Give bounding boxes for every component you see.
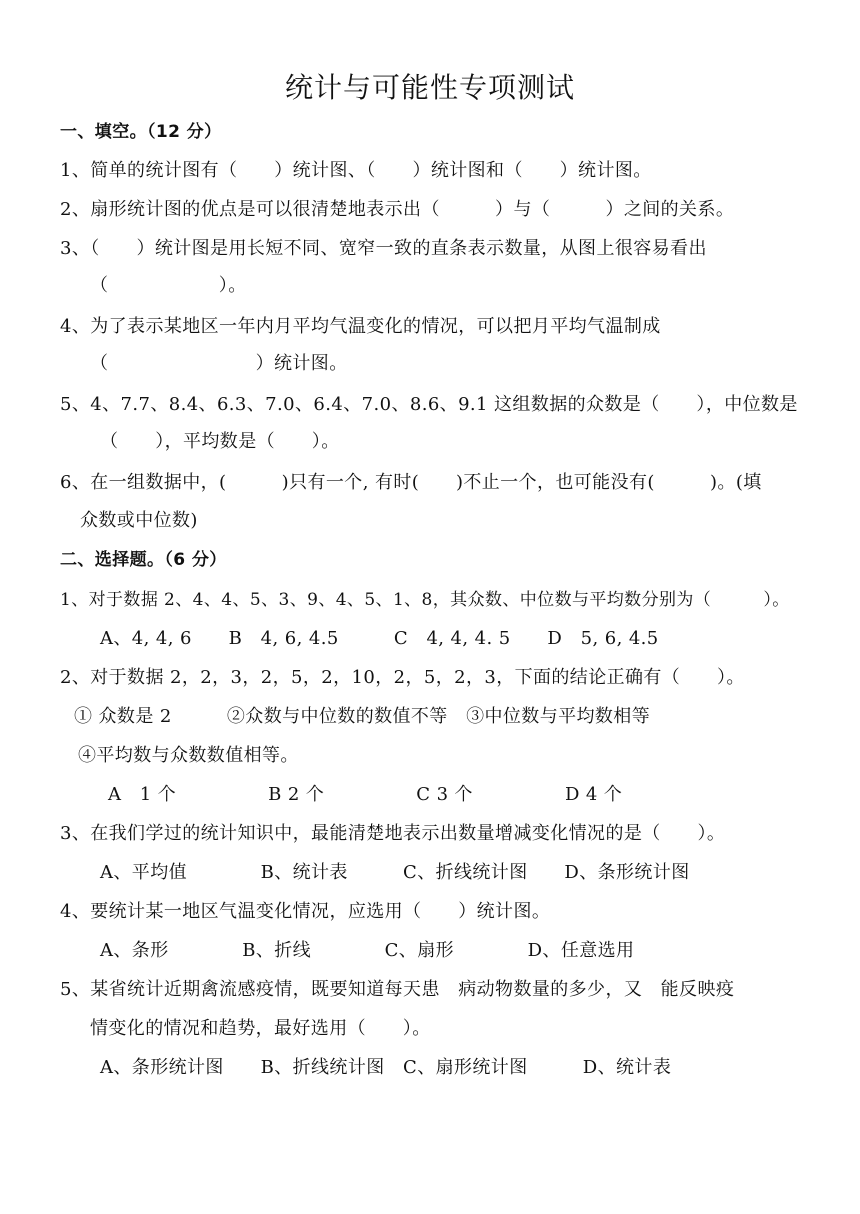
question-1-2: 2、扇形统计图的优点是可以很清楚地表示出（ ）与（ ）之间的关系。: [60, 199, 735, 220]
question-2-1-options: A、4, 4, 6 B 4, 6, 4.5 C 4, 4, 4. 5 D 5, 6, 4.5: [100, 628, 659, 649]
question-2-5-line2: 情变化的情况和趋势，最好选用（ ）。: [90, 1018, 431, 1039]
question-2-2-statements-line1: ① 众数是 2 ②众数与中位数的数值不等 ③中位数与平均数相等: [74, 706, 651, 727]
question-2-3: 3、在我们学过的统计知识中，最能清楚地表示出数量增减变化情况的是（ ）。: [60, 823, 726, 844]
question-1-4-line1: 4、为了表示某地区一年内月平均气温变化的情况，可以把月平均气温制成: [60, 316, 661, 337]
question-2-1: 1、对于数据 2、4、4、5、3、9、4、5、1、8，其众数、中位数与平均数分别为（ ）。: [60, 590, 790, 610]
question-1-3-line1: 3、（ ）统计图是用长短不同、宽窄一致的直条表示数量，从图上很容易看出: [60, 238, 707, 259]
question-1-6-line1: 6、在一组数据中，( )只有一个, 有时( )不止一个，也可能没有( )。(填: [60, 472, 762, 493]
question-2-5-options: A、条形统计图 B、折线统计图 C、扇形统计图 D、统计表: [100, 1057, 672, 1078]
question-2-4-options: A、条形 B、折线 C、扇形 D、任意选用: [100, 940, 635, 961]
question-2-2-options: A 1 个 B 2 个 C 3 个 D 4 个: [108, 784, 623, 805]
section-heading-fill-in: 一、填空。（12 分）: [60, 122, 222, 142]
page-title: 统计与可能性专项测试: [284, 71, 575, 104]
question-1-6-line2: 众数或中位数): [80, 510, 198, 531]
question-2-3-options: A、平均值 B、统计表 C、折线统计图 D、条形统计图: [100, 862, 690, 883]
section-heading-multiple-choice: 二、选择题。（6 分）: [60, 550, 227, 570]
question-1-5-line1: 5、4、7.7、8.4、6.3、7.0、6.4、7.0、8.6、9.1 这组数据的众数是（ ），中位数是: [60, 394, 798, 415]
question-1-4-line2: （ ）统计图。: [90, 353, 348, 374]
question-2-2: 2、对于数据 2，2，3，2，5，2，10，2，5，2，3，下面的结论正确有（ ）。: [60, 667, 745, 688]
question-2-5-line1: 5、某省统计近期禽流感疫情，既要知道每天患 病动物数量的多少，又 能反映疫: [60, 979, 735, 1000]
question-1-3-line2: （ ）。: [90, 275, 247, 296]
question-2-4: 4、要统计某一地区气温变化情况，应选用（ ）统计图。: [60, 901, 551, 922]
question-1-1: 1、简单的统计图有（ ）统计图、（ ）统计图和（ ）统计图。: [60, 160, 652, 181]
question-2-2-statements-line2: ④平均数与众数数值相等。: [78, 745, 299, 766]
question-1-5-line2: （ ），平均数是（ ）。: [100, 431, 340, 452]
